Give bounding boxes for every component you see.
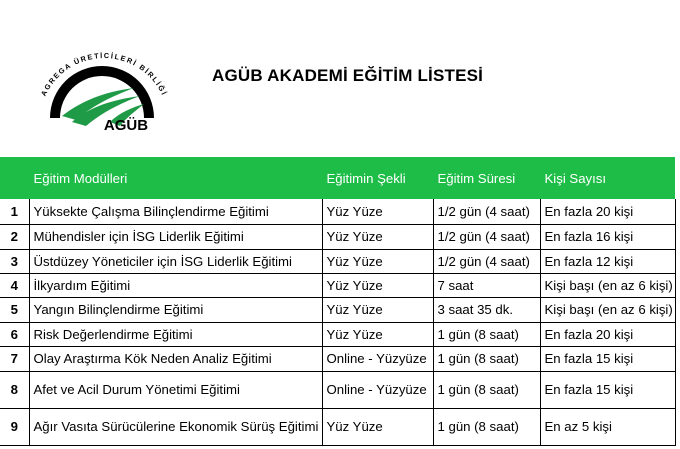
table-cell: Olay Araştırma Kök Neden Analiz Eğitimi xyxy=(29,346,322,371)
row-number: 8 xyxy=(0,371,29,408)
table-cell: Yüz Yüze xyxy=(322,224,433,249)
table-row xyxy=(0,408,675,445)
table-cell: Yüz Yüze xyxy=(322,199,433,224)
table-cell: Yüz Yüze xyxy=(322,322,433,346)
logo-text: AGÜB xyxy=(103,117,149,134)
table-body xyxy=(0,199,675,445)
table-row xyxy=(0,346,675,371)
training-table xyxy=(0,157,676,446)
column-header xyxy=(0,157,29,199)
table-row xyxy=(0,273,675,297)
table-cell: İlkyardım Eğitimi xyxy=(29,273,322,297)
row-number: 3 xyxy=(0,249,29,273)
row-number: 9 xyxy=(0,408,29,445)
table-cell: Kişi başı (en az 6 kişi) xyxy=(540,273,675,297)
table-cell: En fazla 15 kişi xyxy=(540,371,675,408)
table-cell: Yüksekte Çalışma Bilinçlendirme Eğitimi xyxy=(29,199,322,224)
table-header-row xyxy=(0,157,675,199)
agub-logo xyxy=(22,30,178,134)
table-row xyxy=(0,249,675,273)
table-cell: En fazla 20 kişi xyxy=(540,199,675,224)
table-cell: 3 saat 35 dk. xyxy=(433,297,540,322)
table-cell: 1 gün (8 saat) xyxy=(433,371,540,408)
table-cell: Risk Değerlendirme Eğitimi xyxy=(29,322,322,346)
row-number: 2 xyxy=(0,224,29,249)
table-cell: En fazla 20 kişi xyxy=(540,322,675,346)
column-header: Kişi Sayısı xyxy=(540,157,675,199)
row-number: 4 xyxy=(0,273,29,297)
table-cell: Üstdüzey Yöneticiler için İSG Liderlik Eğitimi xyxy=(29,249,322,273)
table-cell: 1 gün (8 saat) xyxy=(433,346,540,371)
document-header xyxy=(0,0,680,157)
table-row xyxy=(0,297,675,322)
table-cell: En fazla 12 kişi xyxy=(540,249,675,273)
table-cell: Yüz Yüze xyxy=(322,273,433,297)
table-cell: En fazla 15 kişi xyxy=(540,346,675,371)
column-header: Eğitim Modülleri xyxy=(29,157,322,199)
table-cell: Yüz Yüze xyxy=(322,297,433,322)
table-cell: Afet ve Acil Durum Yönetimi Eğitimi xyxy=(29,371,322,408)
row-number: 6 xyxy=(0,322,29,346)
row-number: 7 xyxy=(0,346,29,371)
table-cell: 1/2 gün (4 saat) xyxy=(433,249,540,273)
table-row xyxy=(0,224,675,249)
table-row xyxy=(0,371,675,408)
table-cell: 7 saat xyxy=(433,273,540,297)
table-cell: 1 gün (8 saat) xyxy=(433,408,540,445)
row-number: 5 xyxy=(0,297,29,322)
table-cell: Kişi başı (en az 6 kişi) xyxy=(540,297,675,322)
table-cell: 1/2 gün (4 saat) xyxy=(433,224,540,249)
table-cell: 1 gün (8 saat) xyxy=(433,322,540,346)
table-cell: En fazla 16 kişi xyxy=(540,224,675,249)
column-header: Eğitimin Şekli xyxy=(322,157,433,199)
table-cell: Yüz Yüze xyxy=(322,408,433,445)
table-cell: Online - Yüzyüze xyxy=(322,346,433,371)
table-cell: Ağır Vasıta Sürücülerine Ekonomik Sürüş Eğitimi xyxy=(29,408,322,445)
table-cell: Yüz Yüze xyxy=(322,249,433,273)
table-cell: 1/2 gün (4 saat) xyxy=(433,199,540,224)
table-cell: Yangın Bilinçlendirme Eğitimi xyxy=(29,297,322,322)
table-cell: En az 5 kişi xyxy=(540,408,675,445)
table-row xyxy=(0,199,675,224)
column-header: Eğitim Süresi xyxy=(433,157,540,199)
table-row xyxy=(0,322,675,346)
table-cell: Online - Yüzyüze xyxy=(322,371,433,408)
logo-arc-textpath: AGREGA ÜRETİCİLERİ BİRLİĞİ xyxy=(38,50,170,98)
table-cell: Mühendisler için İSG Liderlik Eğitimi xyxy=(29,224,322,249)
page-title: AGÜB AKADEMİ EĞİTİM LİSTESİ xyxy=(212,66,484,85)
row-number: 1 xyxy=(0,199,29,224)
